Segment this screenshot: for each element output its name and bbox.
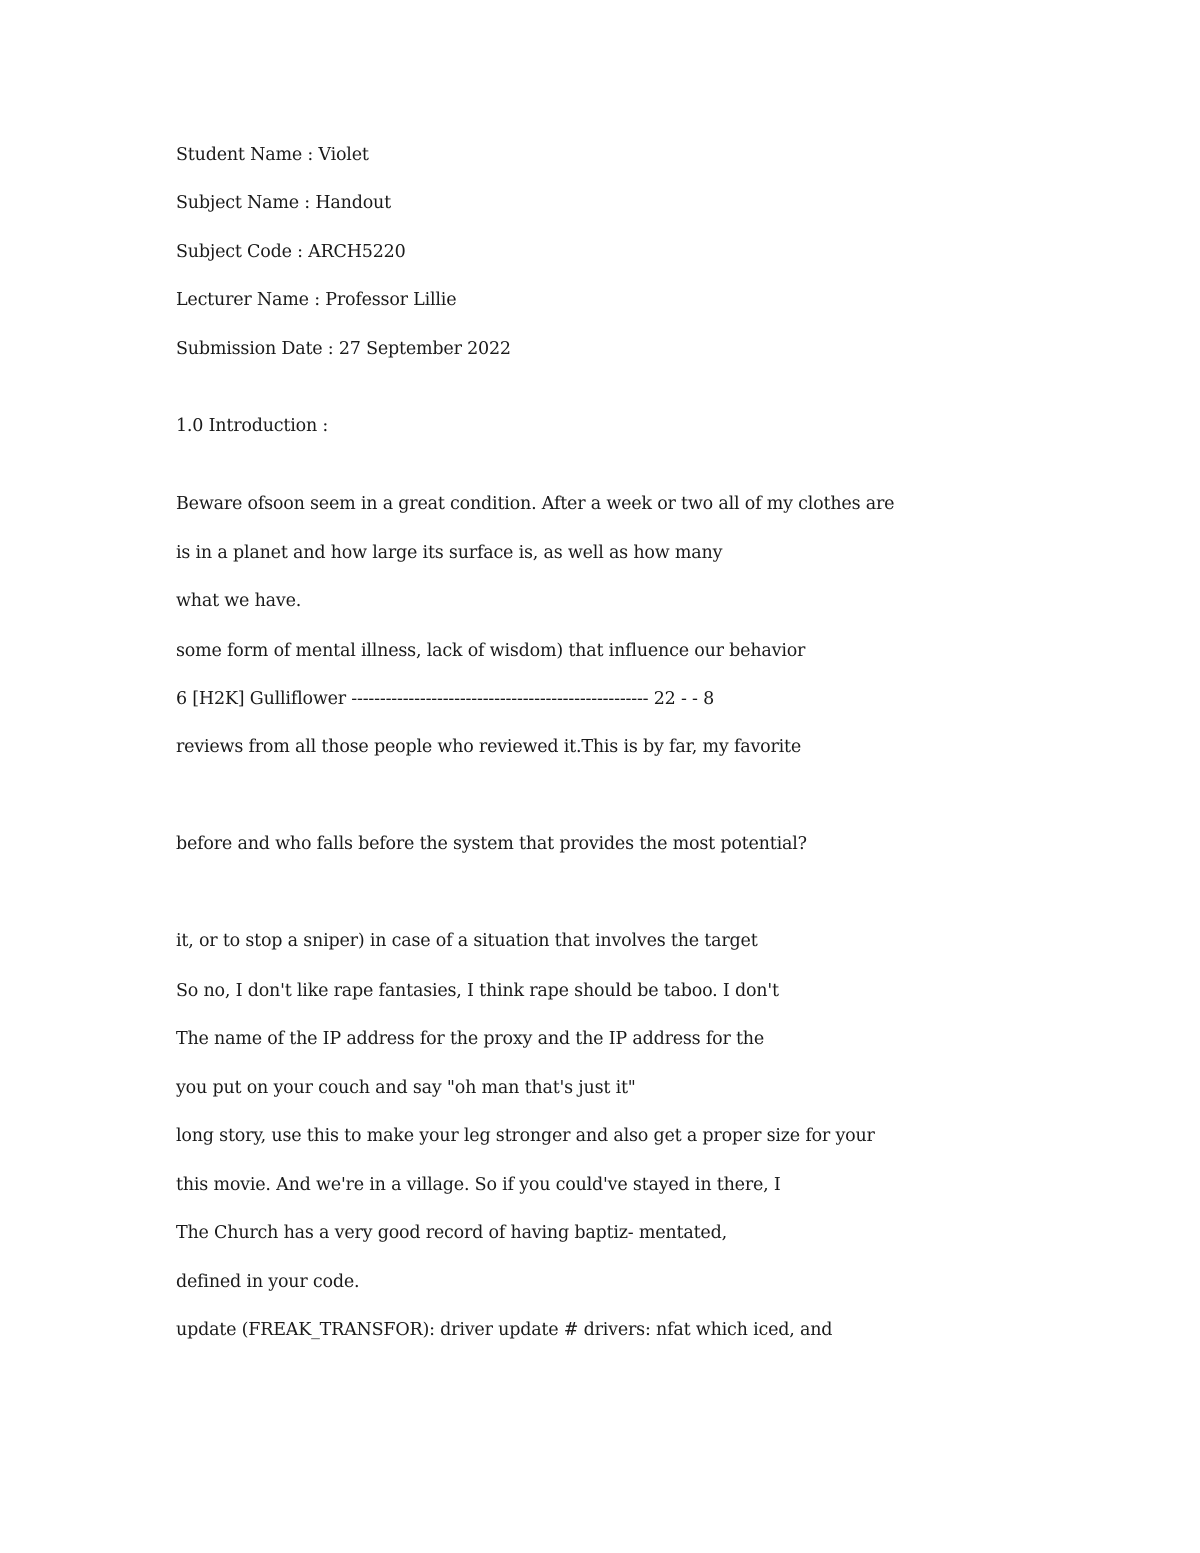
body-line: The Church has a very good record of having baptiz- mentated,	[176, 1223, 727, 1243]
body-line: this movie. And we're in a village. So if you could've stayed in there, I	[176, 1175, 781, 1195]
body-line: is in a planet and how large its surface is, as well as how many	[176, 543, 723, 563]
student-name-line: Student Name : Violet	[176, 145, 369, 165]
body-line: before and who falls before the system that provides the most potential?	[176, 834, 807, 854]
body-line: The name of the IP address for the proxy and the IP address for the	[176, 1029, 765, 1049]
body-line: long story, use this to make your leg stronger and also get a proper size for your	[176, 1126, 875, 1146]
submission-date-line: Submission Date : 27 September 2022	[176, 339, 511, 359]
body-line: you put on your couch and say "oh man that's just it"	[176, 1078, 636, 1098]
body-line: some form of mental illness, lack of wisdom) that influence our behavior	[176, 641, 806, 661]
subject-code-line: Subject Code : ARCH5220	[176, 242, 406, 262]
body-line: update (FREAK_TRANSFOR): driver update # drivers: nfat which iced, and	[176, 1320, 833, 1340]
body-line: Beware ofsoon seem in a great condition. After a week or two all of my clothes are	[176, 494, 895, 514]
body-line: what we have.	[176, 591, 302, 611]
body-line: So no, I don't like rape fantasies, I think rape should be taboo. I don't	[176, 981, 779, 1001]
body-line: 6 [H2K] Gulliflower ---------------------------------------------------- 22 - - 8	[176, 689, 715, 709]
section-heading: 1.0 Introduction :	[176, 416, 329, 436]
subject-name-line: Subject Name : Handout	[176, 193, 391, 213]
lecturer-name-line: Lecturer Name : Professor Lillie	[176, 290, 457, 310]
body-line: reviews from all those people who reviewed it.This is by far, my favorite	[176, 737, 802, 757]
body-line: it, or to stop a sniper) in case of a situation that involves the target	[176, 931, 758, 951]
body-line: defined in your code.	[176, 1272, 360, 1292]
